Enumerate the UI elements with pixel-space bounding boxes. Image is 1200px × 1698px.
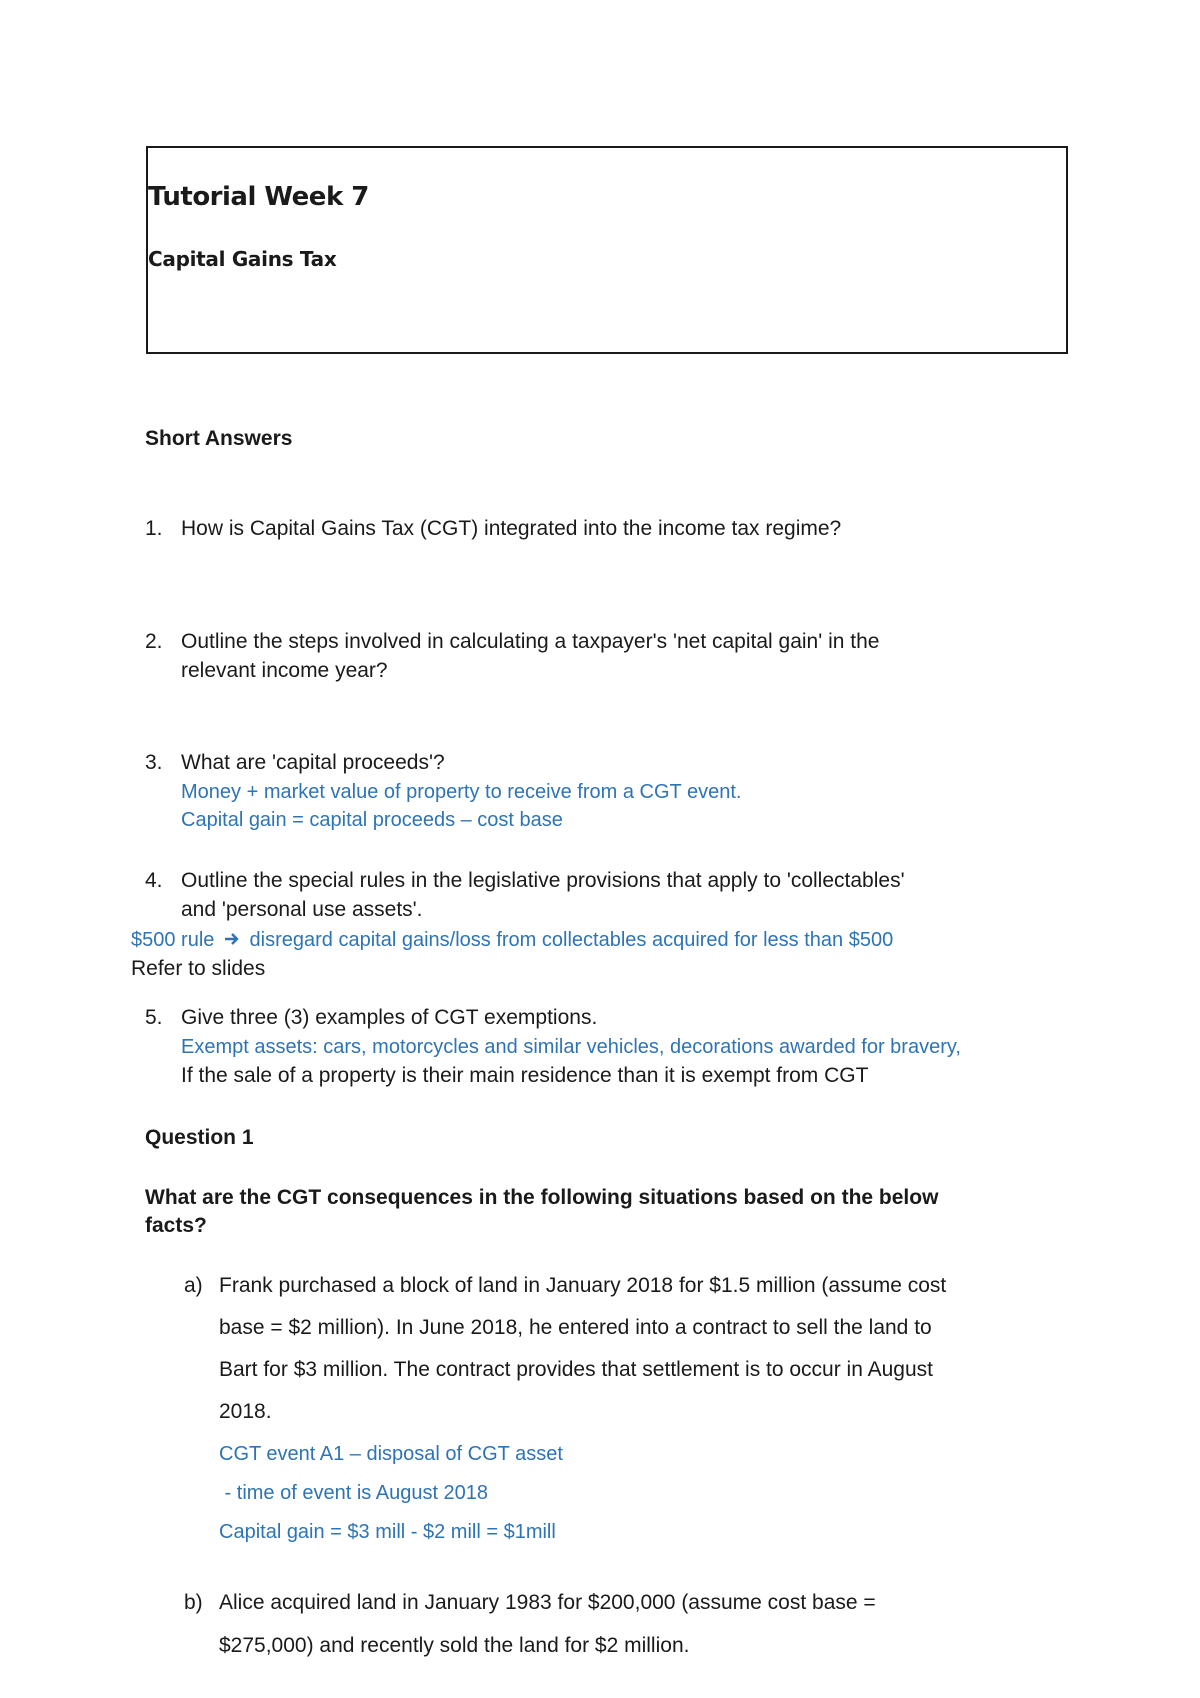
page-subtitle: Capital Gains Tax [148,247,337,271]
item-1-number: 1. [145,517,163,540]
item-4-number: 4. [145,869,163,892]
part-b-line-1: Alice acquired land in January 1983 for $200,000 (assume cost base = [219,1591,876,1614]
short-answers-heading: Short Answers [145,427,293,450]
right-arrow-icon [224,929,240,952]
question-1-heading: Question 1 [145,1126,254,1149]
part-b-line-2: $275,000) and recently sold the land for $2 million. [219,1634,690,1657]
question-1-prompt-line-2: facts? [145,1214,207,1237]
item-4-answer-note: Refer to slides [131,957,266,980]
question-1-prompt-line-1: What are the CGT consequences in the following situations based on the below [145,1186,939,1209]
item-4-question-line-1: Outline the special rules in the legislative provisions that apply to 'collectables' [181,869,905,892]
item-2-question-line-2: relevant income year? [181,659,388,682]
part-a-answer-line-2: - time of event is August 2018 [219,1482,489,1504]
part-a-label: a) [184,1274,203,1297]
item-5-answer-note: If the sale of a property is their main residence than it is exempt from CGT [181,1064,869,1087]
item-2-number: 2. [145,630,163,653]
item-1-question: How is Capital Gains Tax (CGT) integrated into the income tax regime? [181,517,842,540]
item-2-question-line-1: Outline the steps involved in calculating a taxpayer's 'net capital gain' in the [181,630,880,653]
item-3-number: 3. [145,751,163,774]
item-4-answer-rule [131,929,893,952]
item-5-number: 5. [145,1006,163,1029]
item-3-question: What are 'capital proceeds'? [181,751,445,774]
rule-description: disregard capital gains/loss from collectables acquired for less than $500 [249,929,894,951]
item-3-answer-line-2: Capital gain = capital proceeds – cost base [181,809,563,831]
part-a-answer-line-3: Capital gain = $3 mill - $2 mill = $1mill [219,1521,556,1543]
title-box [146,146,1068,354]
part-a-answer-line-1: CGT event A1 – disposal of CGT asset [219,1443,563,1465]
item-3-answer-line-1: Money + market value of property to receive from a CGT event. [181,781,742,803]
item-5-question: Give three (3) examples of CGT exemptions. [181,1006,598,1029]
item-4-question-line-2: and 'personal use assets'. [181,898,423,921]
part-a-line-1: Frank purchased a block of land in January 2018 for $1.5 million (assume cost [219,1274,947,1297]
page-title: Tutorial Week 7 [148,182,369,212]
part-a-line-4: 2018. [219,1400,272,1423]
rule-label: $500 rule [131,929,215,951]
part-a-line-2: base = $2 million). In June 2018, he entered into a contract to sell the land to [219,1316,932,1339]
part-a-line-3: Bart for $3 million. The contract provides that settlement is to occur in August [219,1358,933,1381]
part-b-label: b) [184,1591,203,1614]
item-5-answer-line-1: Exempt assets: cars, motorcycles and similar vehicles, decorations awarded for bravery, [181,1036,961,1058]
